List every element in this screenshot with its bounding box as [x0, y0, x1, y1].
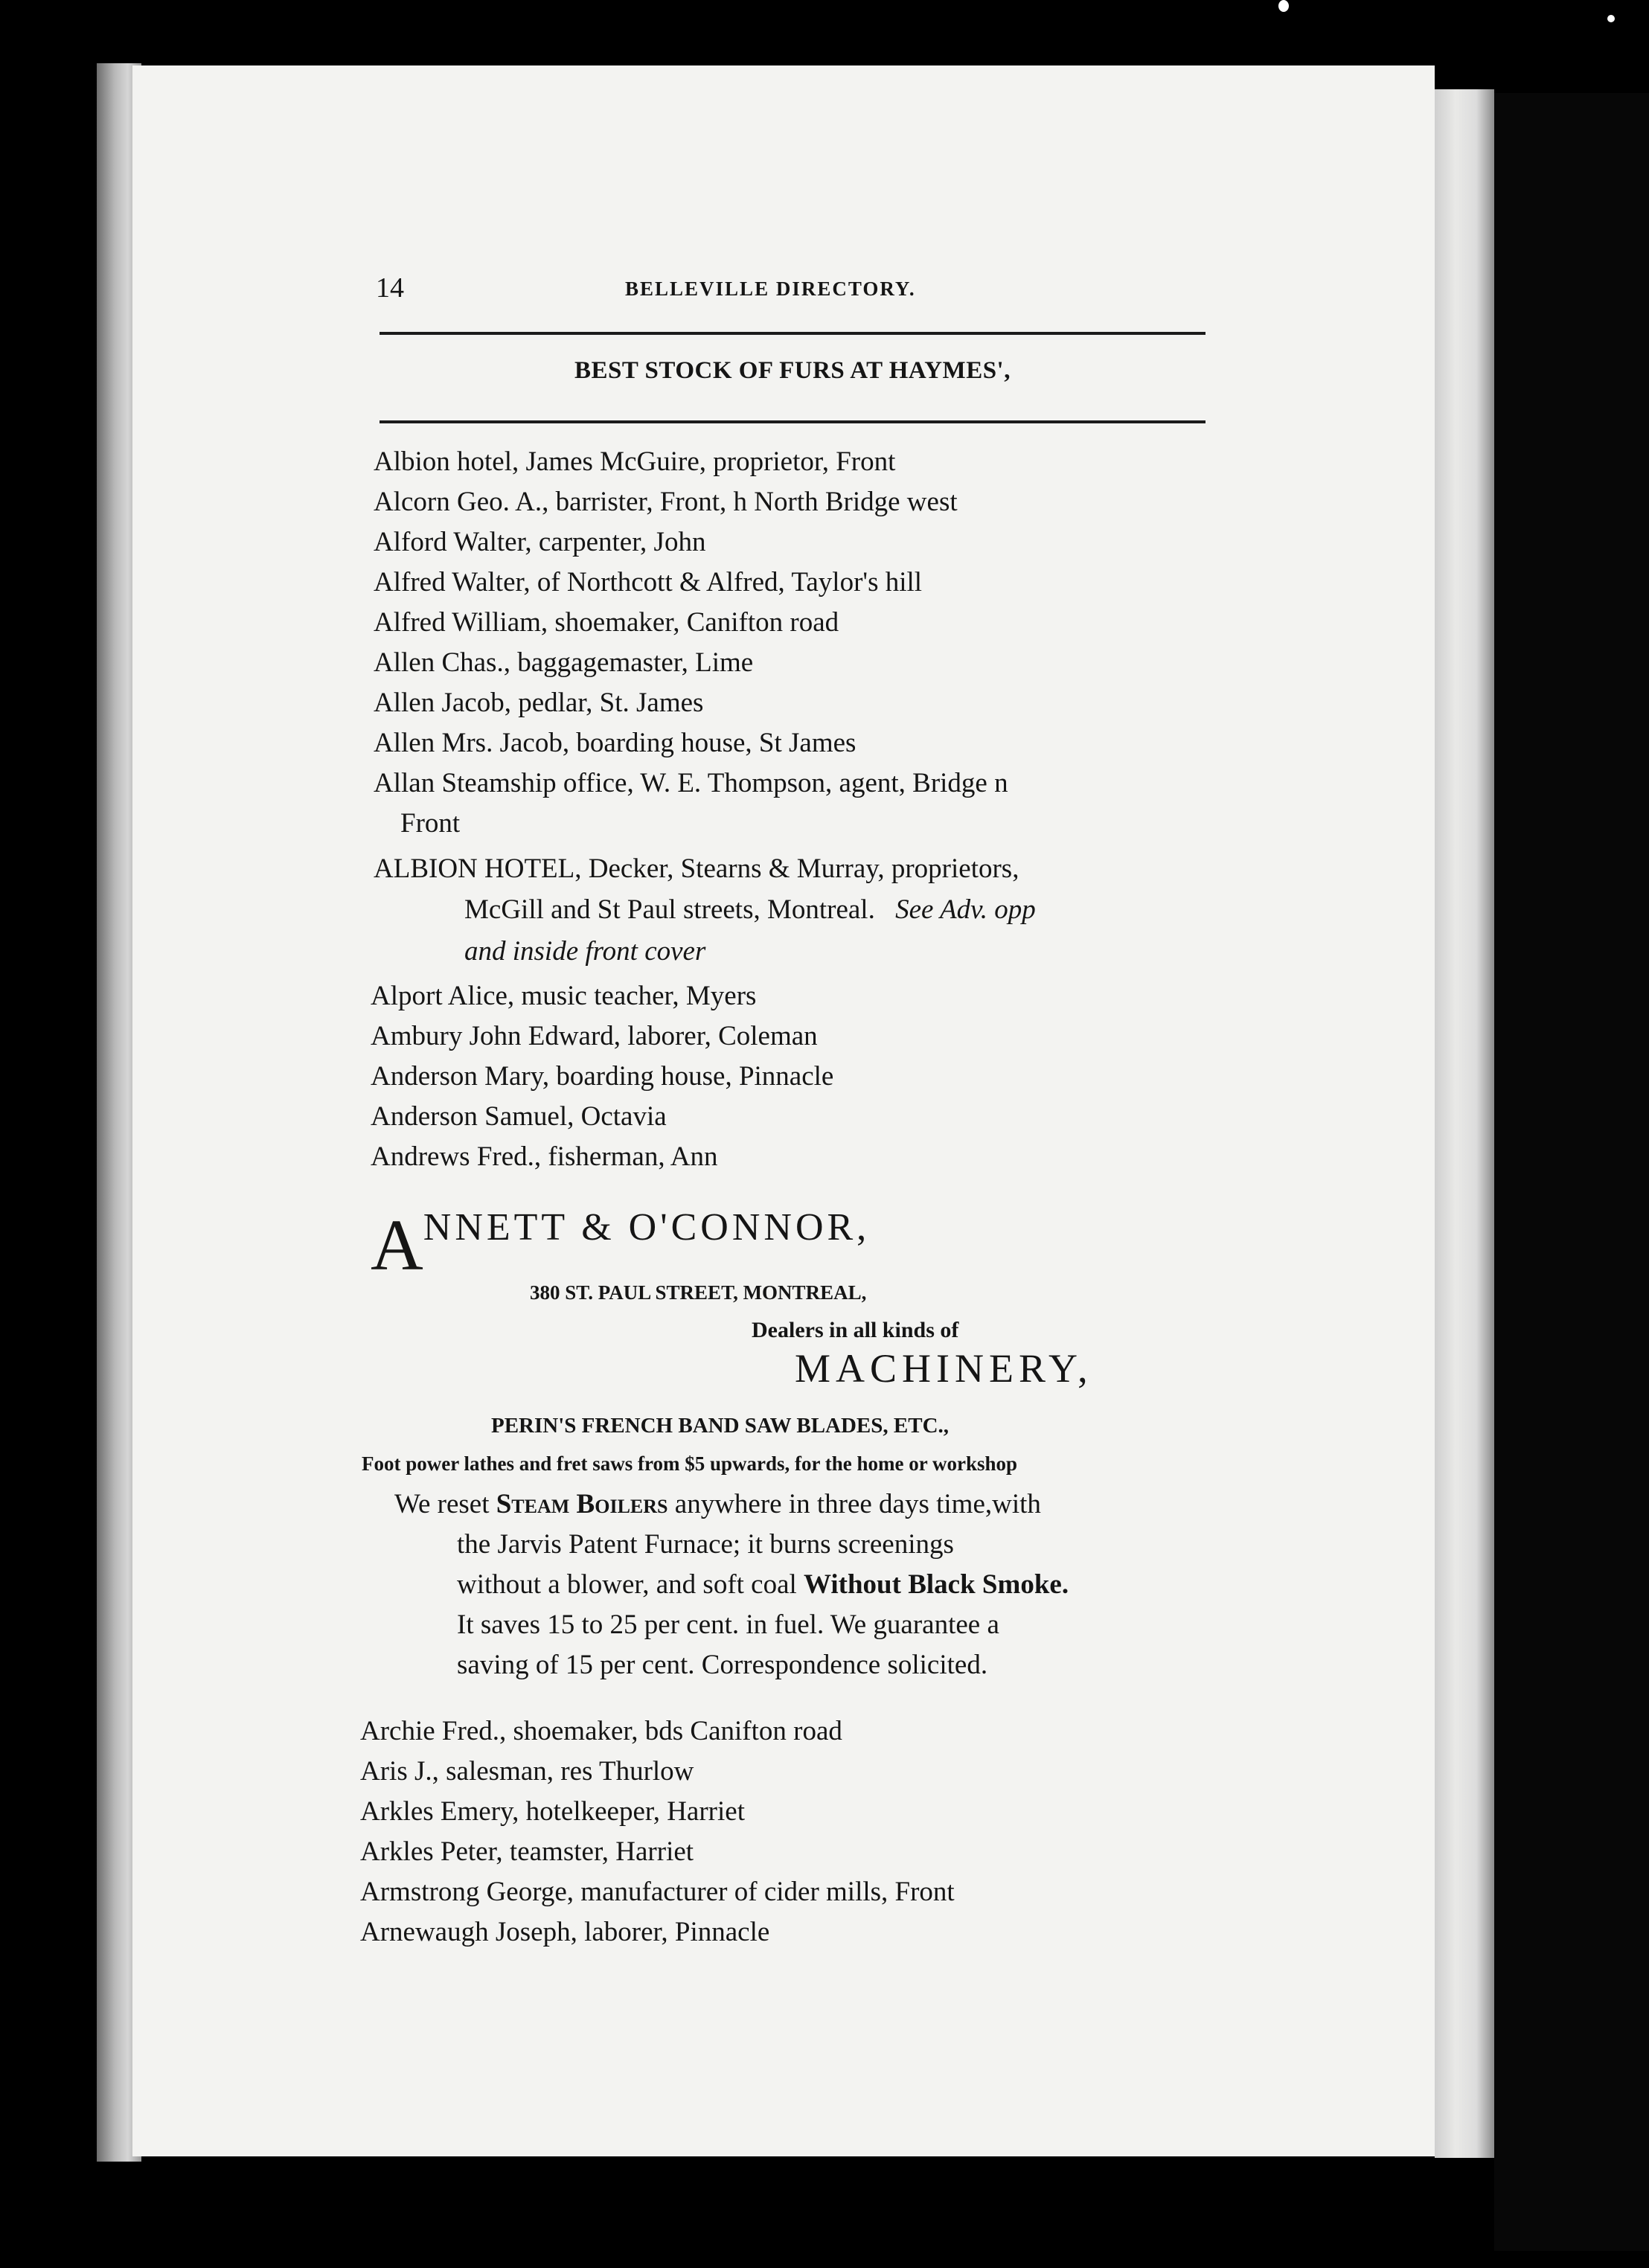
- directory-entry: Alfred William, shoemaker, Canifton road: [374, 607, 839, 638]
- directory-entry: Arnewaugh Joseph, laborer, Pinnacle: [360, 1917, 770, 1947]
- advertisement-lathes: Foot power lathes and fret saws from $5 upwards, for the home or workshop: [362, 1452, 1018, 1475]
- directory-entry: Armstrong George, manufacturer of cider mills, Front: [360, 1877, 955, 1907]
- advertisement-machinery: MACHINERY,: [795, 1346, 1093, 1391]
- advertisement-dealers: Dealers in all kinds of: [752, 1318, 959, 1342]
- advertisement-body-line: It saves 15 to 25 per cent. in fuel. We guarantee a: [457, 1609, 999, 1640]
- directory-entry: Albion hotel, James McGuire, proprietor, Front: [374, 446, 896, 477]
- directory-entry: Alford Walter, carpenter, John: [374, 527, 706, 557]
- directory-entry: Andrews Fred., fisherman, Ann: [371, 1141, 718, 1172]
- directory-entry: Allen Jacob, pedlar, St. James: [374, 688, 704, 718]
- directory-entry: Allan Steamship office, W. E. Thompson, agent, Bridge n: [374, 768, 1008, 798]
- advertisement-steam-boilers: Steam Boilers: [496, 1489, 668, 1519]
- directory-entry: Anderson Samuel, Octavia: [371, 1101, 667, 1132]
- advertisement-text: anywhere in three days time,with: [667, 1489, 1041, 1519]
- directory-entry-continuation: [464, 895, 1036, 926]
- running-head: [376, 272, 1194, 309]
- advertisement-text: We reset: [394, 1489, 496, 1519]
- advertisement-heading: [371, 1205, 871, 1286]
- directory-entry: Arkles Peter, teamster, Harriet: [360, 1836, 694, 1867]
- advertisement-name: NNETT & O'CONNOR,: [423, 1206, 871, 1249]
- directory-entry: Aris J., salesman, res Thurlow: [360, 1756, 694, 1787]
- background-strip: [1494, 93, 1649, 2251]
- albion-cover-note: and inside front cover: [464, 936, 706, 967]
- directory-entry-albion-hotel: ALBION HOTEL, Decker, Stearns & Murray, proprietors,: [374, 853, 1019, 884]
- albion-see-adv: See Adv. opp: [895, 894, 1036, 925]
- book-gutter: [1435, 89, 1494, 2158]
- albion-address: McGill and St Paul streets, Montreal.: [464, 894, 875, 925]
- scan-speck: [1278, 0, 1289, 12]
- furs-banner: BEST STOCK OF FURS AT HAYMES',: [574, 357, 1011, 384]
- directory-entry: Ambury John Edward, laborer, Coleman: [371, 1021, 818, 1051]
- scan-speck: [1607, 15, 1615, 22]
- directory-entry: Allen Mrs. Jacob, boarding house, St James: [374, 728, 856, 758]
- directory-entry: Arkles Emery, hotelkeeper, Harriet: [360, 1796, 745, 1827]
- directory-entry: Anderson Mary, boarding house, Pinnacle: [371, 1061, 834, 1092]
- page-number: 14: [376, 272, 404, 304]
- running-title: BELLEVILLE DIRECTORY.: [625, 278, 916, 300]
- top-rule: [380, 332, 1205, 335]
- directory-entry-continuation: [464, 937, 705, 967]
- directory-entry: Allen Chas., baggagemaster, Lime: [374, 647, 754, 678]
- directory-entry-continuation: Front: [400, 808, 461, 839]
- advertisement-initial: A: [371, 1205, 423, 1286]
- advertisement-without-black-smoke: Without Black Smoke.: [804, 1569, 1069, 1600]
- directory-entry: Alcorn Geo. A., barrister, Front, h North Bridge west: [374, 487, 958, 517]
- directory-entry: Alport Alice, music teacher, Myers: [371, 981, 757, 1011]
- directory-entry: Alfred Walter, of Northcott & Alfred, Taylor's hill: [374, 567, 923, 598]
- advertisement-text: without a blower, and soft coal: [457, 1569, 804, 1600]
- banner-rule: [380, 420, 1205, 423]
- advertisement-body-line: [457, 1570, 1069, 1601]
- advertisement-saw-blades: PERIN'S FRENCH BAND SAW BLADES, ETC.,: [491, 1414, 950, 1438]
- advertisement-address: 380 ST. PAUL STREET, MONTREAL,: [530, 1281, 867, 1304]
- advertisement-body-line: [394, 1490, 1041, 1520]
- directory-entry: Archie Fred., shoemaker, bds Canifton road: [360, 1716, 842, 1746]
- advertisement-body-line: the Jarvis Patent Furnace; it burns screenings: [457, 1529, 954, 1560]
- advertisement-body-line: saving of 15 per cent. Correspondence solicited.: [457, 1650, 988, 1680]
